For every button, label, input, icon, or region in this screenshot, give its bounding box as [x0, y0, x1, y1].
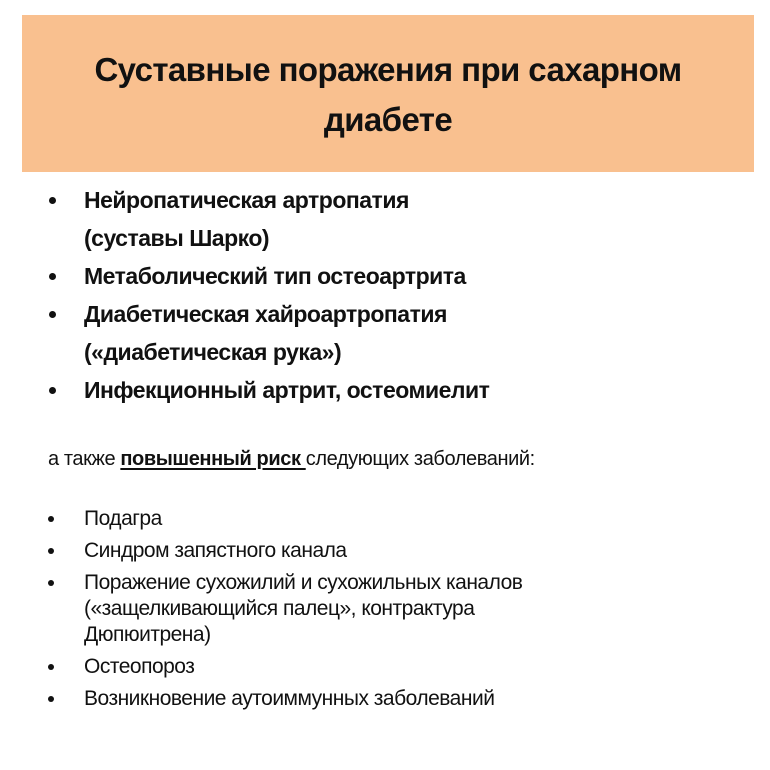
intro-suffix: следующих заболеваний: — [305, 448, 535, 470]
bullet-icon — [48, 580, 54, 586]
list-item-text: Дюпюитрена) — [84, 623, 211, 646]
list-item-text: Остеопороз — [84, 655, 195, 678]
list-item-metabolic-osteoarthritis — [0, 257, 770, 295]
list-item-text: Возникновение аутоиммунных заболеваний — [84, 687, 495, 710]
list-item-tendon-lesions — [0, 570, 770, 648]
bullet-icon — [48, 548, 54, 554]
list-item-text: Поражение сухожилий и сухожильных каналов — [84, 571, 523, 594]
list-item-diabetic-cheiroarthropathy — [0, 295, 770, 371]
bullet-icon — [49, 311, 56, 318]
intro-emphasis: повышенный риск — [120, 448, 306, 470]
bullet-icon — [49, 273, 56, 280]
page-title — [94, 45, 681, 145]
intro-prefix: а также — [48, 448, 121, 470]
list-item-text: Синдром запястного канала — [84, 539, 347, 562]
primary-complications-list — [0, 181, 770, 409]
list-item-carpal-tunnel — [0, 538, 770, 564]
list-item-text: (суставы Шарко) — [84, 225, 270, 251]
list-item-text: Подагра — [84, 507, 162, 530]
bullet-icon — [49, 197, 56, 204]
bullet-icon — [48, 516, 54, 522]
title-line: Суставные поражения при сахарном — [94, 50, 682, 88]
list-item-infectious-arthritis — [0, 371, 770, 409]
list-item-text: Диабетическая хайроартропатия — [84, 301, 447, 327]
increased-risk-list — [0, 506, 770, 718]
list-item-autoimmune — [0, 686, 770, 712]
list-item-text: («диабетическая рука») — [84, 339, 342, 365]
list-item-text: Инфекционный артрит, остеомиелит — [84, 377, 490, 403]
list-item-text: Нейропатическая артропатия — [84, 187, 409, 213]
intro-sentence — [48, 444, 535, 474]
list-item-text: Метаболический тип остеоартрита — [84, 263, 466, 289]
list-item-gout — [0, 506, 770, 532]
title-line: диабете — [323, 100, 453, 138]
list-item-text: («защелкивающийся палец», контрактура — [84, 597, 475, 620]
list-item-osteoporosis — [0, 654, 770, 680]
bullet-icon — [48, 664, 54, 670]
title-band — [22, 15, 754, 172]
list-item-neuropathic-arthropathy — [0, 181, 770, 257]
bullet-icon — [48, 696, 54, 702]
bullet-icon — [49, 387, 56, 394]
